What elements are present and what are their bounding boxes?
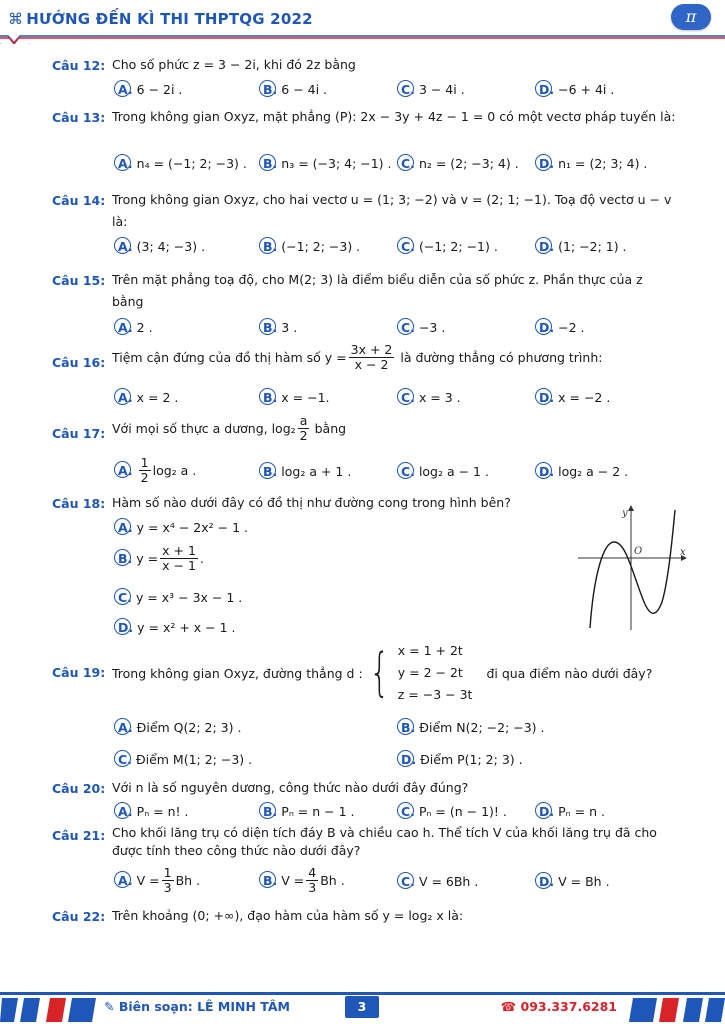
question-text: Trên khoảng (0; +∞), đạo hàm của hàm số y = log₂ x là: <box>112 908 464 923</box>
option-c[interactable]: C. (−1; 2; −1) . <box>401 239 498 254</box>
option-d[interactable]: D. n₁ = (2; 3; 4) . <box>539 156 648 171</box>
pi-badge-icon: π <box>671 4 711 30</box>
question-text: Trong không gian Oxyz, cho hai vectơ u = (1; 3; −2) và v = (2; 1; −1). Toạ độ vectơ u − v là: <box>112 192 672 229</box>
question-label: Câu 22: <box>52 909 106 924</box>
option-c[interactable]: C. log₂ a − 1 . <box>401 464 489 479</box>
option-b[interactable]: B. 6 − 4i . <box>263 82 328 97</box>
fraction: $\frac{x + 1}{x - 1}$ <box>162 543 196 574</box>
question-label: Câu 16: <box>52 355 106 370</box>
option-b[interactable]: B. log₂ a + 1 . <box>263 464 352 479</box>
y-axis-label: y <box>622 508 628 519</box>
question-text: Hàm số nào dưới đây có đồ thị như đường cong trong hình bên? <box>112 495 511 510</box>
question-label: Câu 13: <box>52 110 106 125</box>
command-icon: ⌘ <box>8 10 24 28</box>
question-label: Câu 18: <box>52 496 106 511</box>
function-curve <box>590 510 675 628</box>
option-d[interactable]: D. Điểm P(1; 2; 3) . <box>401 752 523 767</box>
fraction: $\frac{1}{2}$ <box>140 455 149 486</box>
option-b[interactable]: B. y = $\frac{x + 1}{x - 1}$ . <box>118 543 204 574</box>
option-d[interactable]: D. −2 . <box>539 320 585 335</box>
option-d[interactable]: D. (1; −2; 1) . <box>539 239 627 254</box>
question-text: Cho khối lăng trụ có diện tích đáy B và chiều cao h. Thể tích V của khối lăng trụ đã cho được tính theo công thức nào dưới đây? <box>112 825 657 858</box>
question-text: Với mọi số thực a dương, log₂ $\frac{a}{2}$ bằng <box>112 413 347 444</box>
option-a[interactable]: A. (3; 4; −3) . <box>118 239 206 254</box>
option-c[interactable]: C. 3 − 4i . <box>401 82 465 97</box>
question-label: Câu 12: <box>52 58 106 73</box>
question-text: Trên mặt phẳng toạ độ, cho M(2; 3) là điểm biểu diễn của số phức z. Phần thực của z bằng <box>112 272 643 309</box>
footer-divider <box>0 992 725 995</box>
option-b[interactable]: B. Điểm N(2; −2; −3) . <box>401 720 545 735</box>
question-text: Cho số phức z = 3 − 2i, khi đó 2z bằng <box>112 57 356 72</box>
header-title: ⌘ HƯỚNG ĐẾN KÌ THI THPTQG 2022 <box>8 10 313 28</box>
question-text: Tiệm cận đứng của đồ thị hàm số y = $\frac{3x + 2}{x - 2}$ là đường thẳng có phương trình: <box>112 342 603 373</box>
fraction: $\frac{4}{3}$ <box>308 865 317 896</box>
origin-label: O <box>634 546 643 557</box>
footer-stripes-right <box>625 994 725 1024</box>
option-c[interactable]: C. Pₙ = (n − 1)! . <box>401 804 507 819</box>
question-label: Câu 21: <box>52 828 106 843</box>
option-b[interactable]: B. V = $\frac{4}{3}$ Bh . <box>263 865 345 896</box>
option-d[interactable]: D. V = Bh . <box>539 874 610 889</box>
option-a[interactable]: A. x = 2 . <box>118 390 179 405</box>
option-c[interactable]: C. n₂ = (2; −3; 4) . <box>401 156 519 171</box>
equation-system: { x = 1 + 2t y = 2 − 2t z = −3 − 3t <box>369 643 473 703</box>
option-a[interactable]: A. Pₙ = n! . <box>118 804 189 819</box>
option-d[interactable]: D. Pₙ = n . <box>539 804 605 819</box>
option-d[interactable]: D. x = −2 . <box>539 390 611 405</box>
question-text: Trong không gian Oxyz, mặt phẳng (P): 2x − 3y + 4z − 1 = 0 có một vectơ pháp tuyến là: <box>112 109 676 124</box>
option-a[interactable]: A. 2 . <box>118 320 153 335</box>
option-a[interactable]: A. n₄ = (−1; 2; −3) . <box>118 156 247 171</box>
option-a[interactable]: A. V = $\frac{1}{3}$ Bh . <box>118 865 201 896</box>
option-a[interactable]: A. y = x⁴ − 2x² − 1 . <box>118 520 248 535</box>
option-b[interactable]: B. 3 . <box>263 320 298 335</box>
question-label: Câu 20: <box>52 781 106 796</box>
option-b[interactable]: B. x = −1. <box>263 390 330 405</box>
question-label: Câu 14: <box>52 193 106 208</box>
option-a[interactable]: A. 6 − 2i . <box>118 82 183 97</box>
question-label: Câu 17: <box>52 426 106 441</box>
page-header <box>0 0 725 44</box>
footer-author: ✎ Biên soạn: LÊ MINH TÂM <box>104 999 290 1014</box>
option-d[interactable]: D. −6 + 4i . <box>539 82 615 97</box>
option-c[interactable]: C. −3 . <box>401 320 446 335</box>
option-c[interactable]: C. y = x³ − 3x − 1 . <box>118 590 243 605</box>
question-label: Câu 15: <box>52 273 106 288</box>
fraction: $\frac{a}{2}$ <box>299 413 308 444</box>
option-c[interactable]: C. Điểm M(1; 2; −3) . <box>118 752 253 767</box>
option-c[interactable]: C. x = 3 . <box>401 390 461 405</box>
function-graph <box>576 502 690 632</box>
footer-phone: ☎ 093.337.6281 <box>500 999 617 1014</box>
question-text: Trong không gian Oxyz, đường thẳng d : { x = 1 + 2t y = 2 − 2t z = −3 − 3t đi qua điểm nào dưới đây? <box>112 640 677 706</box>
option-b[interactable]: B. n₃ = (−3; 4; −1) . <box>263 156 392 171</box>
option-a[interactable]: A. Điểm Q(2; 2; 3) . <box>118 720 242 735</box>
question-text: Với n là số nguyên dương, công thức nào dưới đây đúng? <box>112 780 469 795</box>
page-footer <box>0 990 725 1024</box>
option-b[interactable]: B. Pₙ = n − 1 . <box>263 804 355 819</box>
question-label: Câu 19: <box>52 665 106 680</box>
option-a[interactable]: A. $\frac{1}{2}$ log₂ a . <box>118 455 197 486</box>
option-b[interactable]: B. (−1; 2; −3) . <box>263 239 361 254</box>
option-c[interactable]: C. V = 6Bh . <box>401 874 479 889</box>
fraction: $\frac{1}{3}$ <box>163 865 172 896</box>
footer-stripes <box>0 994 100 1024</box>
option-d[interactable]: D. y = x² + x − 1 . <box>118 620 236 635</box>
x-axis-label: x <box>680 547 686 558</box>
fraction: $\frac{3x + 2}{x - 2}$ <box>350 342 393 373</box>
option-d[interactable]: D. log₂ a − 2 . <box>539 464 629 479</box>
page-number: 3 <box>345 996 379 1018</box>
